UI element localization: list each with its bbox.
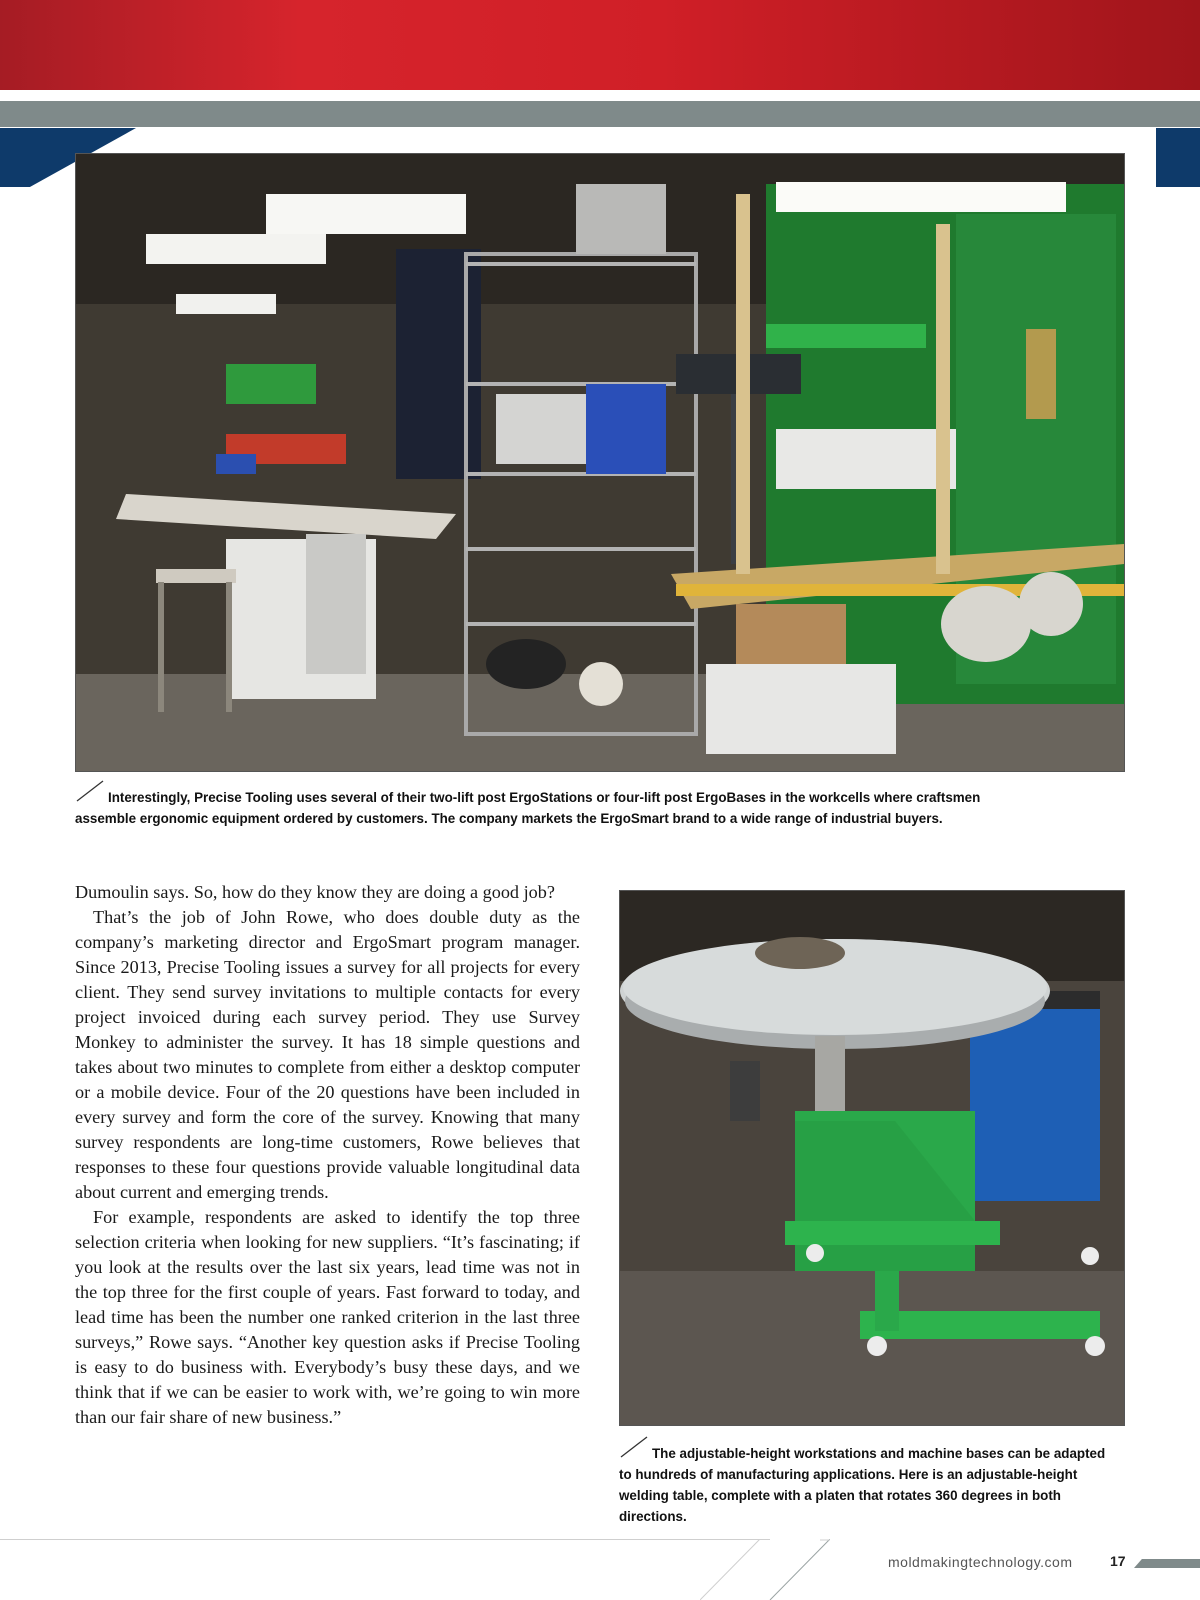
article-paragraph: That’s the job of John Rowe, who does double duty as the company’s marketing director and ErgoSmart program manager. Since 2013, Precise Tooling issues a survey for all projects for every client. They send survey invitations to multiple contacts for every project invoiced during each survey period. They use Survey Monkey to administer the survey. It has 18 simple questions and takes about two minutes to complete from either a desktop computer or a mobile device. Four of the 20 questions have been included in every survey and form the core of the survey. Knowing that many survey respondents are long-time customers, Rowe believes that responses to these four questions provide valuable longitudinal data about current and emerging trends. xyxy=(75,907,580,1202)
welding-table-photo xyxy=(619,890,1125,1426)
right-photo-caption-text: The adjustable-height workstations and machine bases can be adapted to hundreds of manufacturing applications. Here is an adjustable-height welding table, complete with a platen that rotates 360 degrees in both directions. xyxy=(619,1446,1106,1524)
header-gray-band xyxy=(0,101,1200,127)
footer-rule xyxy=(0,1539,770,1540)
article-body xyxy=(75,880,580,1430)
footer-website-url: moldmakingtechnology.com xyxy=(888,1554,1073,1570)
footer-gray-bar xyxy=(1134,1559,1200,1568)
top-photo-caption xyxy=(75,787,1035,829)
caption-slash-icon xyxy=(75,779,107,803)
header-navy-accent-right xyxy=(1156,128,1200,187)
article-paragraph: Dumoulin says. So, how do they know they are doing a good job? xyxy=(75,882,555,902)
footer-diagonal-lines xyxy=(700,1539,830,1600)
caption-slash-icon xyxy=(619,1435,651,1459)
right-photo-caption xyxy=(619,1443,1119,1527)
workshop-photo xyxy=(75,153,1125,772)
page-number: 17 xyxy=(1110,1553,1126,1569)
article-paragraph: For example, respondents are asked to identify the top three selection criteria when looking for new suppliers. “It’s fascinating; if you look at the results over the last six years, lead time was not in the top three for the first couple of years. Fast forward to today, and lead time has been the number one ranked criterion in the last three surveys,” Rowe says. “Another key question asks if Precise Tooling is easy to do business with. Everybody’s busy these days, and we think that if we can be easier to work with, we’re going to win more than our fair share of new business.” xyxy=(75,1207,580,1427)
top-photo-caption-text: Interestingly, Precise Tooling uses several of their two-lift post ErgoStations or four-lift post ErgoBases in the workcells where craftsmen assemble ergonomic equipment ordered by customers. The company markets the ErgoSmart brand to a wide range of industrial buyers. xyxy=(75,790,981,826)
header-red-band xyxy=(0,0,1200,90)
